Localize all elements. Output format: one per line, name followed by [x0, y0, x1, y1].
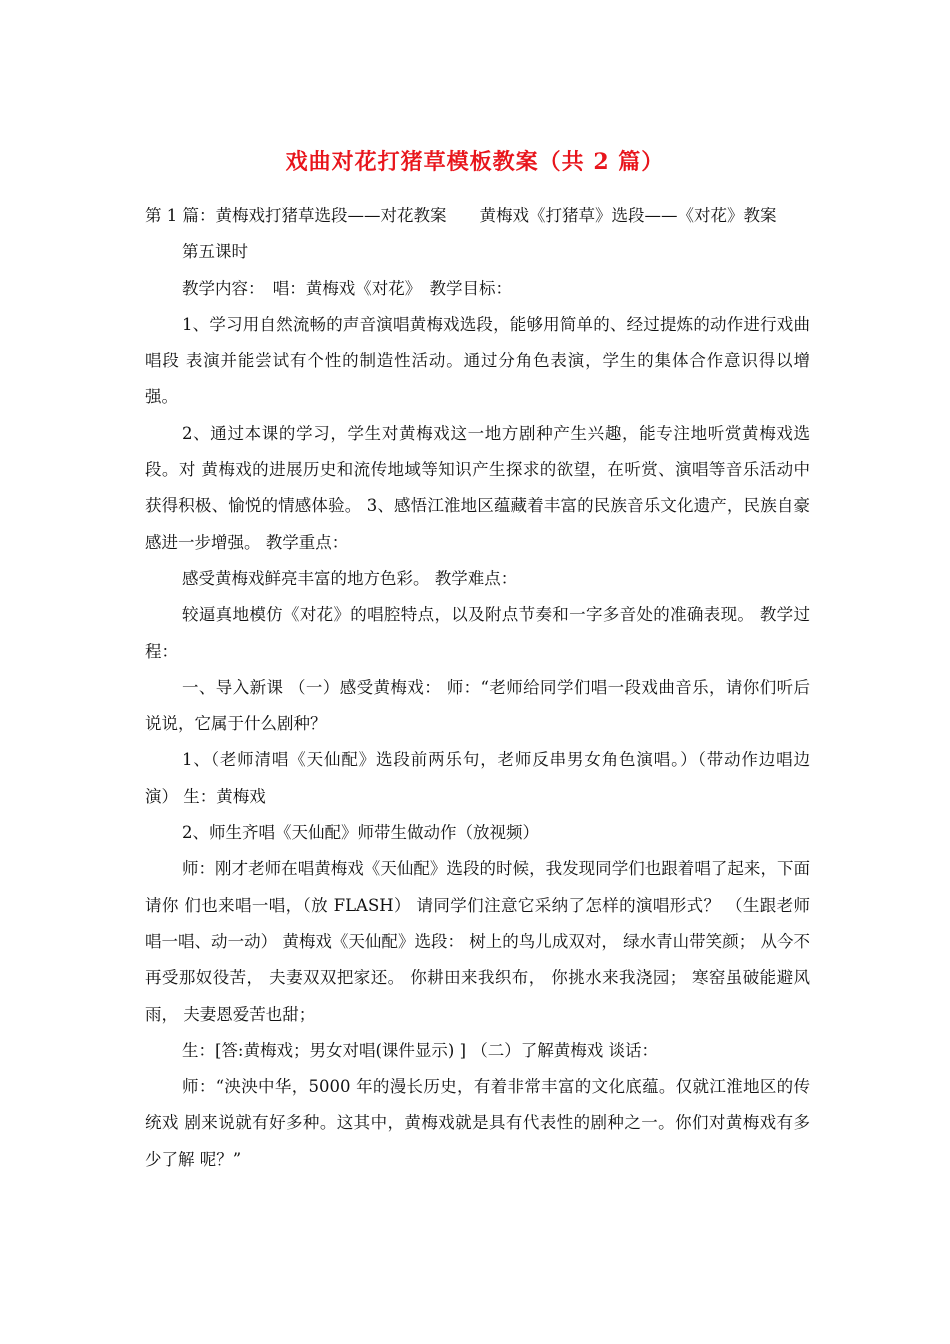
paragraph-student-answer: 生：[答:黄梅戏；男女对唱(课件显示) ] （二）了解黄梅戏 谈话：	[182, 1040, 659, 1060]
paragraph-step-2: 2、师生齐唱《天仙配》师带生做动作（放视频）	[182, 823, 539, 843]
paragraph-introduction: 一、导入新课 （一）感受黄梅戏： 师：“老师给同学们唱一段戏曲音乐，请你们听后说说，它属于什么剧种？	[145, 677, 810, 734]
document-body	[145, 198, 810, 1178]
paragraph-teaching-content: 教学内容： 唱：黄梅戏《对花》 教学目标：	[182, 278, 512, 298]
paragraph-lesson-number: 第五课时	[182, 242, 248, 262]
paragraph-teacher-remarks: 师：刚才老师在唱黄梅戏《天仙配》选段的时候，我发现同学们也跟着唱了起来，下面请你 们也来唱一唱，（放 FLASH） 请同学们注意它采纳了怎样的演唱形式？ （生跟老师唱一唱、动一动） 黄梅戏《天仙配》选段： 树上的鸟儿成双对， 绿水青山带笑颜； 从今不再受那奴役苦， 夫妻双双把家还。 你耕田来我织布， 你挑水来我浇园； 寒窑虽破能避风雨， 夫妻恩爱苦也甜；	[145, 859, 810, 1024]
paragraph-objective-1: 1、学习用自然流畅的声音演唱黄梅戏选段，能够用简单的、经过提炼的动作进行戏曲唱段 表演并能尝试有个性的制造性活动。通过分角色表演，学生的集体合作意识得以增强。	[145, 314, 810, 407]
paragraph-teacher-talk: 师：“泱泱中华，5000 年的漫长历史，有着非常丰富的文化底蕴。仅就江淮地区的传统戏 剧来说就有好多种。这其中，黄梅戏就是具有代表性的剧种之一。你们对黄梅戏有多少了解 呢？”	[145, 1077, 810, 1169]
paragraph-step-1: 1、（老师清唱《天仙配》选段前两乐句，老师反串男女角色演唱。）（带动作边唱边演） 生：黄梅戏	[145, 750, 810, 806]
document-title: 戏曲对花打猪草模板教案（共 2 篇）	[285, 149, 665, 175]
paragraph-objective-2: 2、通过本课的学习，学生对黄梅戏这一地方剧种产生兴趣，能专注地听赏黄梅戏选段。对 黄梅戏的进展历史和流传地域等知识产生探求的欲望，在听赏、演唱等音乐活动中获得积极、愉悦的情感体验。 3、感悟江淮地区蕴藏着丰富的民族音乐文化遗产，民族自豪感进一步增强。 教学重点：	[145, 423, 810, 552]
paragraph-difficulty: 较逼真地模仿《对花》的唱腔特点，以及附点节奏和一字多音处的准确表现。 教学过程：	[145, 605, 810, 661]
paragraph-chapter-heading: 第 1 篇：黄梅戏打猪草选段——对花教案 黄梅戏《打猪草》选段——《对花》教案	[145, 206, 777, 225]
paragraph-key-point: 感受黄梅戏鲜亮丰富的地方色彩。 教学难点：	[182, 568, 518, 588]
